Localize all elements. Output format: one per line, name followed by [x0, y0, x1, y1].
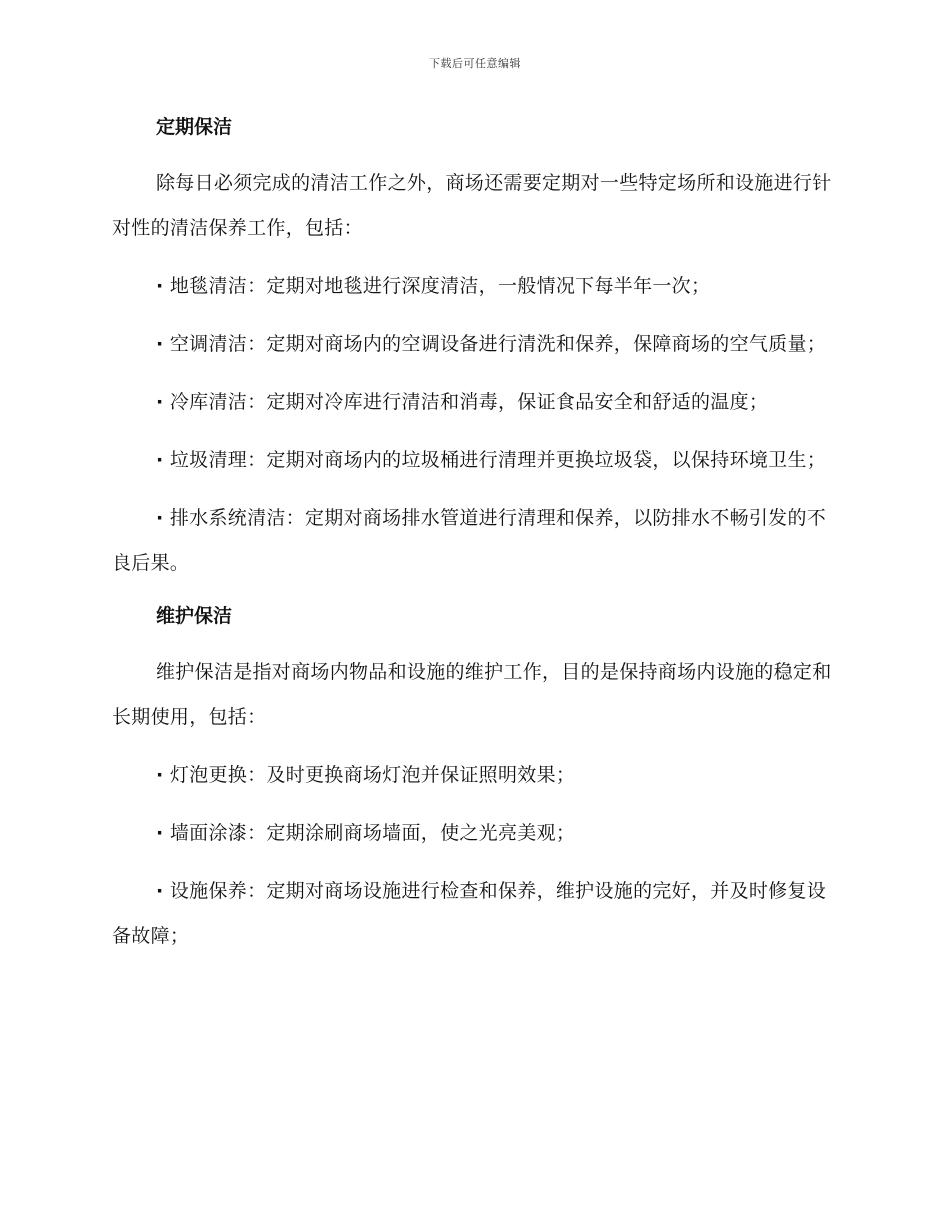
header-note: 下载后可任意编辑 [429, 57, 521, 70]
list-item [112, 264, 834, 309]
bullet-icon: · [156, 880, 164, 902]
bullet-icon: · [156, 449, 164, 471]
list-item-text: 排水系统清洁：定期对商场排水管道进行清理和保养，以防排水不畅引发的不良后果。 [112, 507, 827, 574]
list-item-text: 墙面涂漆：定期涂刷商场墙面，使之光亮美观； [169, 822, 576, 844]
section-title-maintenance-cleaning: 维护保洁 [156, 605, 233, 627]
bullet-icon: · [156, 391, 164, 413]
section-intro-maintenance-cleaning: 维护保洁是指对商场内物品和设施的维护工作，目的是保持商场内设施的稳定和长期使用，包括： [112, 661, 832, 728]
list-item [112, 869, 834, 959]
list-item-text: 灯泡更换：及时更换商场灯泡并保证照明效果； [169, 764, 576, 786]
list-item [112, 438, 834, 483]
list-item [112, 322, 834, 367]
list-item-text: 垃圾清理：定期对商场内的垃圾桶进行清理并更换垃圾袋，以保持环境卫生； [169, 449, 827, 471]
list-item-text: 空调清洁：定期对商场内的空调设备进行清洗和保养，保障商场的空气质量； [169, 333, 827, 355]
list-item-text: 地毯清洁：定期对地毯进行深度清洁，一般情况下每半年一次； [169, 275, 711, 297]
bullet-icon: · [156, 333, 164, 355]
list-item [112, 380, 834, 425]
section-intro-regular-cleaning: 除每日必须完成的清洁工作之外，商场还需要定期对一些特定场所和设施进行针对性的清洁保养工作，包括： [112, 172, 832, 239]
list-item-text: 设施保养：定期对商场设施进行检查和保养，维护设施的完好，并及时修复设备故障； [112, 880, 827, 947]
bullet-icon: · [156, 507, 164, 529]
bullet-icon: · [156, 275, 164, 297]
list-item [112, 496, 834, 586]
section-title-regular-cleaning: 定期保洁 [156, 116, 233, 138]
document-body [112, 110, 834, 972]
list-item-text: 冷库清洁：定期对冷库进行清洁和消毒，保证食品安全和舒适的温度； [169, 391, 769, 413]
list-item [112, 753, 834, 798]
bullet-icon: · [156, 822, 164, 844]
bullet-icon: · [156, 764, 164, 786]
list-item [112, 811, 834, 856]
